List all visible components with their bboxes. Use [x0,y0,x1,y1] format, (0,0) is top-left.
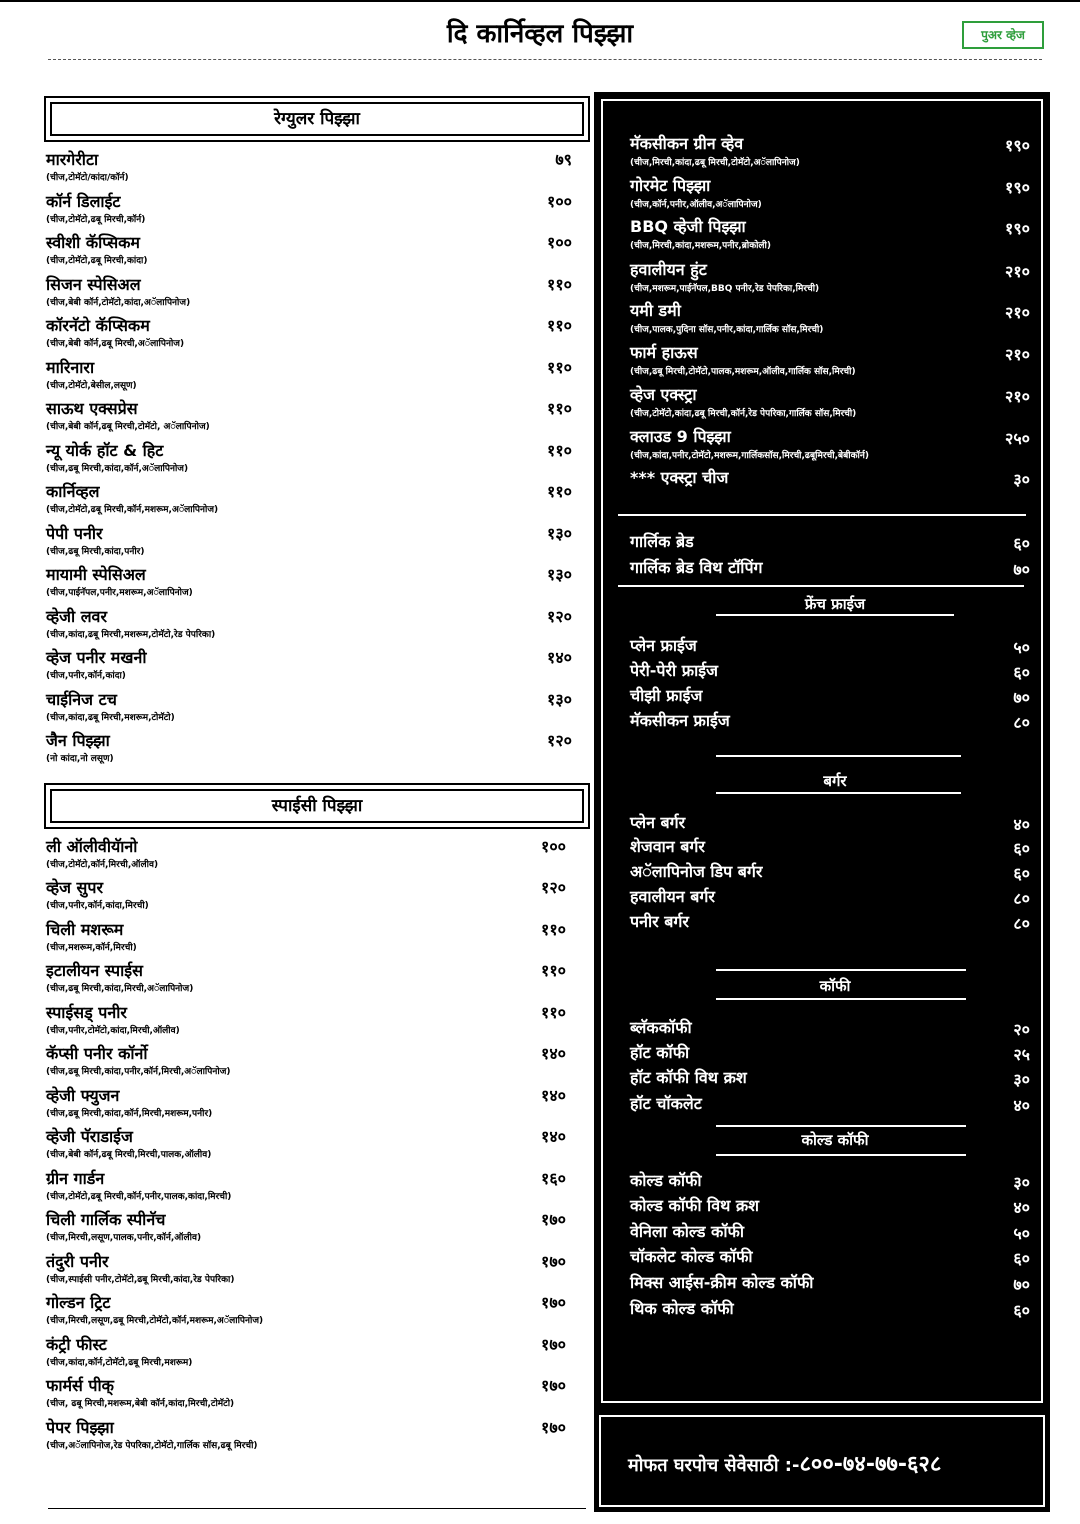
item-name: गार्लिक ब्रेड विथ टॉपिंग [630,558,763,577]
menu-item [44,1250,590,1292]
item-description: (चीज,टोमॅटो,ढबू मिरची,कांदा) [46,256,148,266]
item-description: (चीज,मिरची,कांदा,ढबू मिरची,टोमॅटो,अॅलापिनोज) [630,158,800,168]
item-description: (चीज,कांदा,ढबू मिरची,मशरूम,टोमॅटो) [46,712,175,723]
menu-item [44,314,590,356]
item-description: (चीज,पनीर,कॉर्न,कांदा,मिरची) [46,901,149,911]
item-name: तंदुरी पनीर [46,1251,109,1271]
menu-item [630,1041,1030,1063]
item-price: २१० [1005,387,1030,406]
item-name: *** एक्स्ट्रा चीज [630,468,729,487]
menu-title: दि कार्निव्हल पिझ्झा [446,19,634,49]
menu-item [630,425,1030,461]
item-name: पनीर बर्गर [630,912,689,931]
menu-item [630,1016,1030,1038]
item-name: हॉट कॉफी [630,1043,690,1062]
item-description: (चीज,मिरची,कांदा,मशरूम,पनीर,ब्रोकोली) [630,241,771,251]
item-price: २१० [1005,262,1030,281]
delivery-footer [594,1410,1050,1512]
item-name: मॅकसीकन ग्रीन व्हेव [630,134,744,153]
item-name: पेपी पनीर [46,523,103,543]
menu-item [44,1416,590,1458]
item-price: १४० [547,648,572,667]
item-name: चीझी फ्राईज [630,686,703,705]
menu-item [630,684,1030,706]
item-name: हवालीयन बर्गर [630,887,715,906]
item-price: ३० [1013,1070,1030,1089]
item-price: ६० [1013,1249,1030,1268]
item-description: (चीज,कांदा,ढबू मिरची,मशरूम,टोमॅटो,रेड पेपरिका) [46,629,216,640]
section-rule [716,1125,966,1127]
item-description: (चीज,ढबू मिरची,कांदा,कॉर्न,अॅलापिनोज) [46,463,189,474]
item-price: ७० [1013,1275,1030,1294]
item-name: व्हेज पनीर मखनी [46,648,147,667]
menu-item [44,439,590,481]
item-name: व्हेजी लवर [46,606,107,626]
item-name: थिक कोल्ड कॉफी [630,1299,734,1318]
menu-item [630,466,1030,488]
item-name: कॉर्न डिलाईट [46,191,121,211]
section-rule [716,792,961,794]
item-price: १७० [541,1210,566,1229]
item-price: १६० [541,1168,566,1188]
menu-item [630,659,1030,681]
item-description: (चीज,मशरूम,पाईनॅपल,BBQ पनीर,रेड पेपरिका,मिरची) [630,284,820,294]
item-price: ८० [1013,914,1030,933]
item-price: २५० [1005,429,1030,448]
menu-item [630,1169,1030,1191]
item-name: मिक्स आईस-क्रीम कोल्ड कॉफी [630,1273,814,1292]
dashed-divider [48,59,1042,60]
item-price: १०० [547,191,572,211]
item-description: (चीज,बेबी कॉर्न,ढबू मिरची,अॅलापिनोज) [46,339,185,349]
menu-item [44,356,590,398]
item-description: (चीज,टोमॅटो/कांदा/कॉर्न) [46,173,129,183]
item-price: १९० [1005,136,1030,155]
item-name: कोल्ड कॉफी [630,1171,702,1190]
menu-item [630,885,1030,907]
item-price: ७९ [555,150,572,169]
menu-item [630,1245,1030,1267]
item-description: (चीज,पनीर,कॉर्न,कांदा) [46,671,126,681]
item-name: साऊथ एक्सप्रेस [46,399,138,418]
item-name: हॉट चॉकलेट [630,1094,702,1113]
item-description: (चीज,कांदा,पनीर,टोमॅटो,मशरूम,गार्लिकसॉस,मिरची,ढबूमिरची,बेबीकॉर्न) [630,451,869,461]
item-name: कोल्ड कॉफी विथ क्रश [630,1196,760,1215]
top-rule [0,0,1080,2]
item-name: ब्लॅककॉफी [630,1018,692,1037]
menu-item [44,148,590,190]
menu-item [44,231,590,273]
item-name: अॅलापिनोज डिप बर्गर [630,862,763,881]
spicy-pizza-heading: स्पाईसी पिझ्झा [50,789,584,823]
menu-item [44,522,590,564]
item-description: (चीज,ढबू मिरची,टोमॅटो,पालक,मशरूम,ऑलीव,गार्लिक सॉस,मिरची) [630,367,856,377]
menu-item [44,729,590,771]
menu-item [44,1291,590,1333]
section-heading: फ्रेंच फ्राईज [804,595,866,613]
item-name: गोल्डन ट्रिट [46,1293,111,1312]
item-name: पेपर पिझ्झा [46,1417,114,1437]
item-price: १४० [541,1085,566,1105]
item-name: जैन पिझ्झा [46,731,110,750]
menu-item [44,1042,590,1084]
section-rule [716,1154,966,1156]
section-rule [716,614,954,616]
item-price: ५० [1013,1224,1030,1243]
item-price: २० [1013,1020,1030,1039]
item-name: ली ऑलीवीयॅानो [46,836,138,856]
menu-item [44,1167,590,1209]
item-name: चिली गार्लिक स्पीनॅच [46,1210,166,1229]
item-name: हॉट कॉफी विथ क्रश [630,1068,747,1087]
item-name: पेरी-पेरी फ्राईज [630,661,718,680]
item-description: (चीज,अॅलापिनोज,रेड पेपरिका,टोमॅटो,गार्लिक सॉस,ढबू मिरची) [46,1440,258,1451]
item-price: १३० [547,565,572,584]
section-heading: बर्गर [823,772,847,790]
item-name: शेजवान बर्गर [630,837,705,856]
item-price: २१० [1005,345,1030,364]
item-name: गोरमेट पिझ्झा [630,176,711,195]
item-price: १७० [541,1417,566,1437]
item-name: गार्लिक ब्रेड [630,532,694,551]
item-name: BBQ व्हेजी पिझ्झा [630,217,746,236]
item-name: यमी डमी [630,301,681,320]
menu-item [630,341,1030,377]
item-name: इटालीयन स्पाईस [46,961,143,980]
item-name: मायामी स्पेसिअल [46,565,146,584]
item-name: हवालीयन हुंट [630,260,707,279]
item-description: (चीज,ढबू मिरची,कांदा,कॉर्न,मिरची,मशरूम,पनीर) [46,1108,213,1119]
item-description: (चीज,मिरची,लसूण,ढबू मिरची,टोमॅटो,कॉर्न,मशरूम,अॅलापिनोज) [46,1316,264,1326]
item-price: ११० [547,482,572,501]
menu-item [44,918,590,960]
item-price: १२० [541,878,566,897]
menu-item [630,299,1030,335]
menu-item [630,860,1030,882]
item-description: (चीज,टोमॅटो,कांदा,ढबू मिरची,कॉर्न,रेड पेपरिका,गार्लिक सॉस,मिरची) [630,409,857,419]
menu-item [630,1194,1030,1216]
item-name: क्लाउड 9 पिझ्झा [630,427,731,446]
menu-item [630,1220,1030,1242]
section-heading: कोल्ड कॉफी [801,1131,869,1149]
menu-item [44,563,590,605]
item-name: व्हेज एक्स्ट्रा [630,385,697,404]
item-price: ७० [1013,560,1030,579]
item-name: कार्निव्हल [46,482,100,501]
item-name: न्यू योर्क हॉट & हिट [46,440,164,460]
item-price: १३० [547,689,572,709]
item-price: ४० [1013,1096,1030,1115]
item-price: ११० [547,399,572,418]
item-name: स्पाईसड् पनीर [46,1002,127,1022]
item-price: १०० [547,233,572,252]
menu-item [44,1084,590,1126]
item-description: (चीज,कॉर्न,पनीर,ऑलीव,अॅलापिनोज) [630,200,762,210]
menu-item [630,835,1030,857]
item-name: चॉकलेट कोल्ड कॉफी [630,1247,753,1266]
item-description: (चीज,मशरूम,कॉर्न,मिरची) [46,942,137,953]
menu-item [44,835,590,877]
item-price: ६० [1013,839,1030,858]
item-description: (चीज,ढबू मिरची,कांदा,पनीर,कॉर्न,मिरची,अॅलापिनोज) [46,1067,231,1077]
item-price: ६० [1013,864,1030,883]
item-price: २५ [1013,1045,1030,1064]
item-name: स्वीशी कॅप्सिकम [46,233,140,252]
item-price: ११० [547,274,572,294]
item-price: ४० [1013,1198,1030,1217]
bottom-rule [48,1508,586,1509]
menu-item [630,811,1030,833]
item-price: १४० [541,1127,566,1146]
left-column [44,96,590,1457]
section-rule [618,514,1026,516]
menu-item [630,258,1030,294]
item-price: ७० [1013,688,1030,707]
menu-item [44,480,590,522]
item-description: (चीज,टोमॅटो,कॉर्न,मिरची,ऑलीव) [46,859,159,870]
item-price: ४० [1013,815,1030,834]
spicy-pizza-heading-box [44,783,590,829]
menu-item [44,273,590,315]
menu-item [630,530,1030,552]
item-name: ग्रीन गार्डन [46,1168,105,1188]
menu-item [44,1374,590,1416]
section-rule [716,755,961,757]
item-name: मारगेरीटा [46,150,99,169]
item-name: फार्मर्स पीक् [46,1376,114,1395]
menu-item [630,1066,1030,1088]
menu-item [44,1001,590,1043]
item-price: १७० [541,1251,566,1271]
item-description: (चीज,ढबू मिरची,कांदा,पनीर) [46,546,145,557]
item-price: १०० [541,836,566,856]
menu-item [44,605,590,647]
menu-item [44,688,590,730]
item-name: मॅकसीकन फ्राईज [630,711,730,730]
delivery-phone: ८००-७४-७७-६२८ [799,1452,942,1477]
item-price: १७० [541,1293,566,1312]
item-price: ११० [547,357,572,377]
section-heading: कॉफी [819,977,851,995]
menu-item [44,1333,590,1375]
item-description: (चीज,ढबू मिरची,कांदा,मिरची,अॅलापिनोज) [46,984,194,994]
item-price: १९० [1005,219,1030,238]
item-price: १२० [547,606,572,626]
delivery-label: मोफत घरपोच सेवेसाठी :- [628,1455,800,1476]
menu-item [630,910,1030,932]
item-description: (चीज,टोमॅटो,बेसील,लसूण) [46,380,137,391]
item-name: कॅप्सी पनीर कॉर्नो [46,1044,148,1063]
item-name: सिजन स्पेसिअल [46,274,141,294]
section-rule [716,998,966,1000]
specials-panel [594,92,1050,1410]
item-name: व्हेजी पॅराडाईज [46,1127,133,1146]
menu-item [44,876,590,918]
item-description: (चीज,टोमॅटो,ढबू मिरची,कॉर्न,मशरूम,अॅलापिनोज) [46,505,219,515]
menu-item [630,1297,1030,1319]
item-price: १४० [541,1044,566,1063]
item-price: १७० [541,1334,566,1354]
item-description: (चीज, ढबू मिरची,मशरूम,बेबी कॉर्न,कांदा,मिरची,टोमॅटो) [46,1399,235,1409]
regular-pizza-list [44,148,590,771]
menu-item [44,1125,590,1167]
item-name: प्लेन फ्राईज [630,636,697,655]
item-name: फार्म हाऊस [630,343,698,362]
item-description: (चीज,कांदा,कॉर्न,टोमॅटो,ढबू मिरची,मशरूम) [46,1357,193,1368]
menu-item [44,397,590,439]
regular-pizza-heading-box [44,96,590,142]
item-price: ११० [547,316,572,335]
item-description: (चीज,पालक,पुदिना सॉस,पनीर,कांदा,गार्लिक सॉस,मिरची) [630,325,824,335]
menu-item [630,634,1030,656]
item-description: (चीज,टोमॅटो,ढबू मिरची,कॉर्न) [46,214,146,225]
item-name: चिली मशरूम [46,919,124,939]
item-name: चाईनिज टच [46,689,117,709]
section-rule [618,585,1024,587]
item-description: (नो कांदा,नो लसूण) [46,754,114,764]
item-description: (चीज,मिरची,लसूण,पालक,पनीर,कॉर्न,ऑलीव) [46,1233,202,1243]
item-price: ११० [547,440,572,460]
item-price: ५० [1013,638,1030,657]
item-description: (चीज,बेबी कॉर्न,टोमॅटो,कांदा,अॅलापिनोज) [46,297,191,308]
item-price: ११० [541,919,566,939]
pure-veg-badge: पुअर व्हेज [962,21,1044,49]
item-description: (चीज,स्पाईसी पनीर,टोमॅटो,ढबू मिरची,कांदा,रेड पेपरिका) [46,1274,235,1285]
item-price: १७० [541,1376,566,1395]
menu-item [44,646,590,688]
menu-item [630,174,1030,210]
regular-pizza-heading: रेग्युलर पिझ्झा [50,102,584,136]
menu-item [630,383,1030,419]
item-price: २१० [1005,303,1030,322]
item-price: ८० [1013,889,1030,908]
item-description: (चीज,टोमॅटो,ढबू मिरची,कॉर्न,पनीर,पालक,कांदा,मिरची) [46,1191,232,1202]
item-price: ६० [1013,1301,1030,1320]
item-description: (चीज,पाईनॅपल,पनीर,मशरूम,अॅलापिनोज) [46,588,193,598]
menu-item [630,132,1030,168]
item-price: ३० [1013,1173,1030,1192]
item-price: ३० [1013,470,1030,489]
menu-item [630,1092,1030,1114]
item-price: ११० [541,961,566,980]
item-description: (चीज,बेबी कॉर्न,ढबू मिरची,टोमॅटो, अॅलापिनोज) [46,422,210,432]
item-price: १३० [547,523,572,543]
item-price: ६० [1013,663,1030,682]
item-price: ११० [541,1002,566,1022]
menu-item [44,190,590,232]
item-description: (चीज,बेबी कॉर्न,ढबू मिरची,मिरची,पालक,ऑलीव) [46,1150,212,1160]
item-description: (चीज,पनीर,टोमॅटो,कांदा,मिरची,ऑलीव) [46,1025,180,1036]
item-name: वेनिला कोल्ड कॉफी [630,1222,744,1241]
item-name: कॉरनॅटो कॅप्सिकम [46,316,150,335]
menu-item [630,709,1030,731]
item-name: मारिनारा [46,357,95,377]
section-rule [716,969,966,971]
menu-item [44,1208,590,1250]
item-name: प्लेन बर्गर [630,813,686,832]
item-price: १२० [547,731,572,750]
item-name: व्हेज सुपर [46,878,104,897]
menu-item [630,1271,1030,1293]
menu-item [630,215,1030,251]
item-name: कंट्री फीस्ट [46,1334,107,1354]
item-price: १९० [1005,178,1030,197]
menu-item [630,556,1030,578]
delivery-text [628,1448,941,1478]
item-price: ६० [1013,534,1030,553]
item-name: व्हेजी फ्युजन [46,1085,120,1105]
spicy-pizza-list [44,835,590,1458]
menu-item [44,959,590,1001]
item-price: ८० [1013,713,1030,732]
